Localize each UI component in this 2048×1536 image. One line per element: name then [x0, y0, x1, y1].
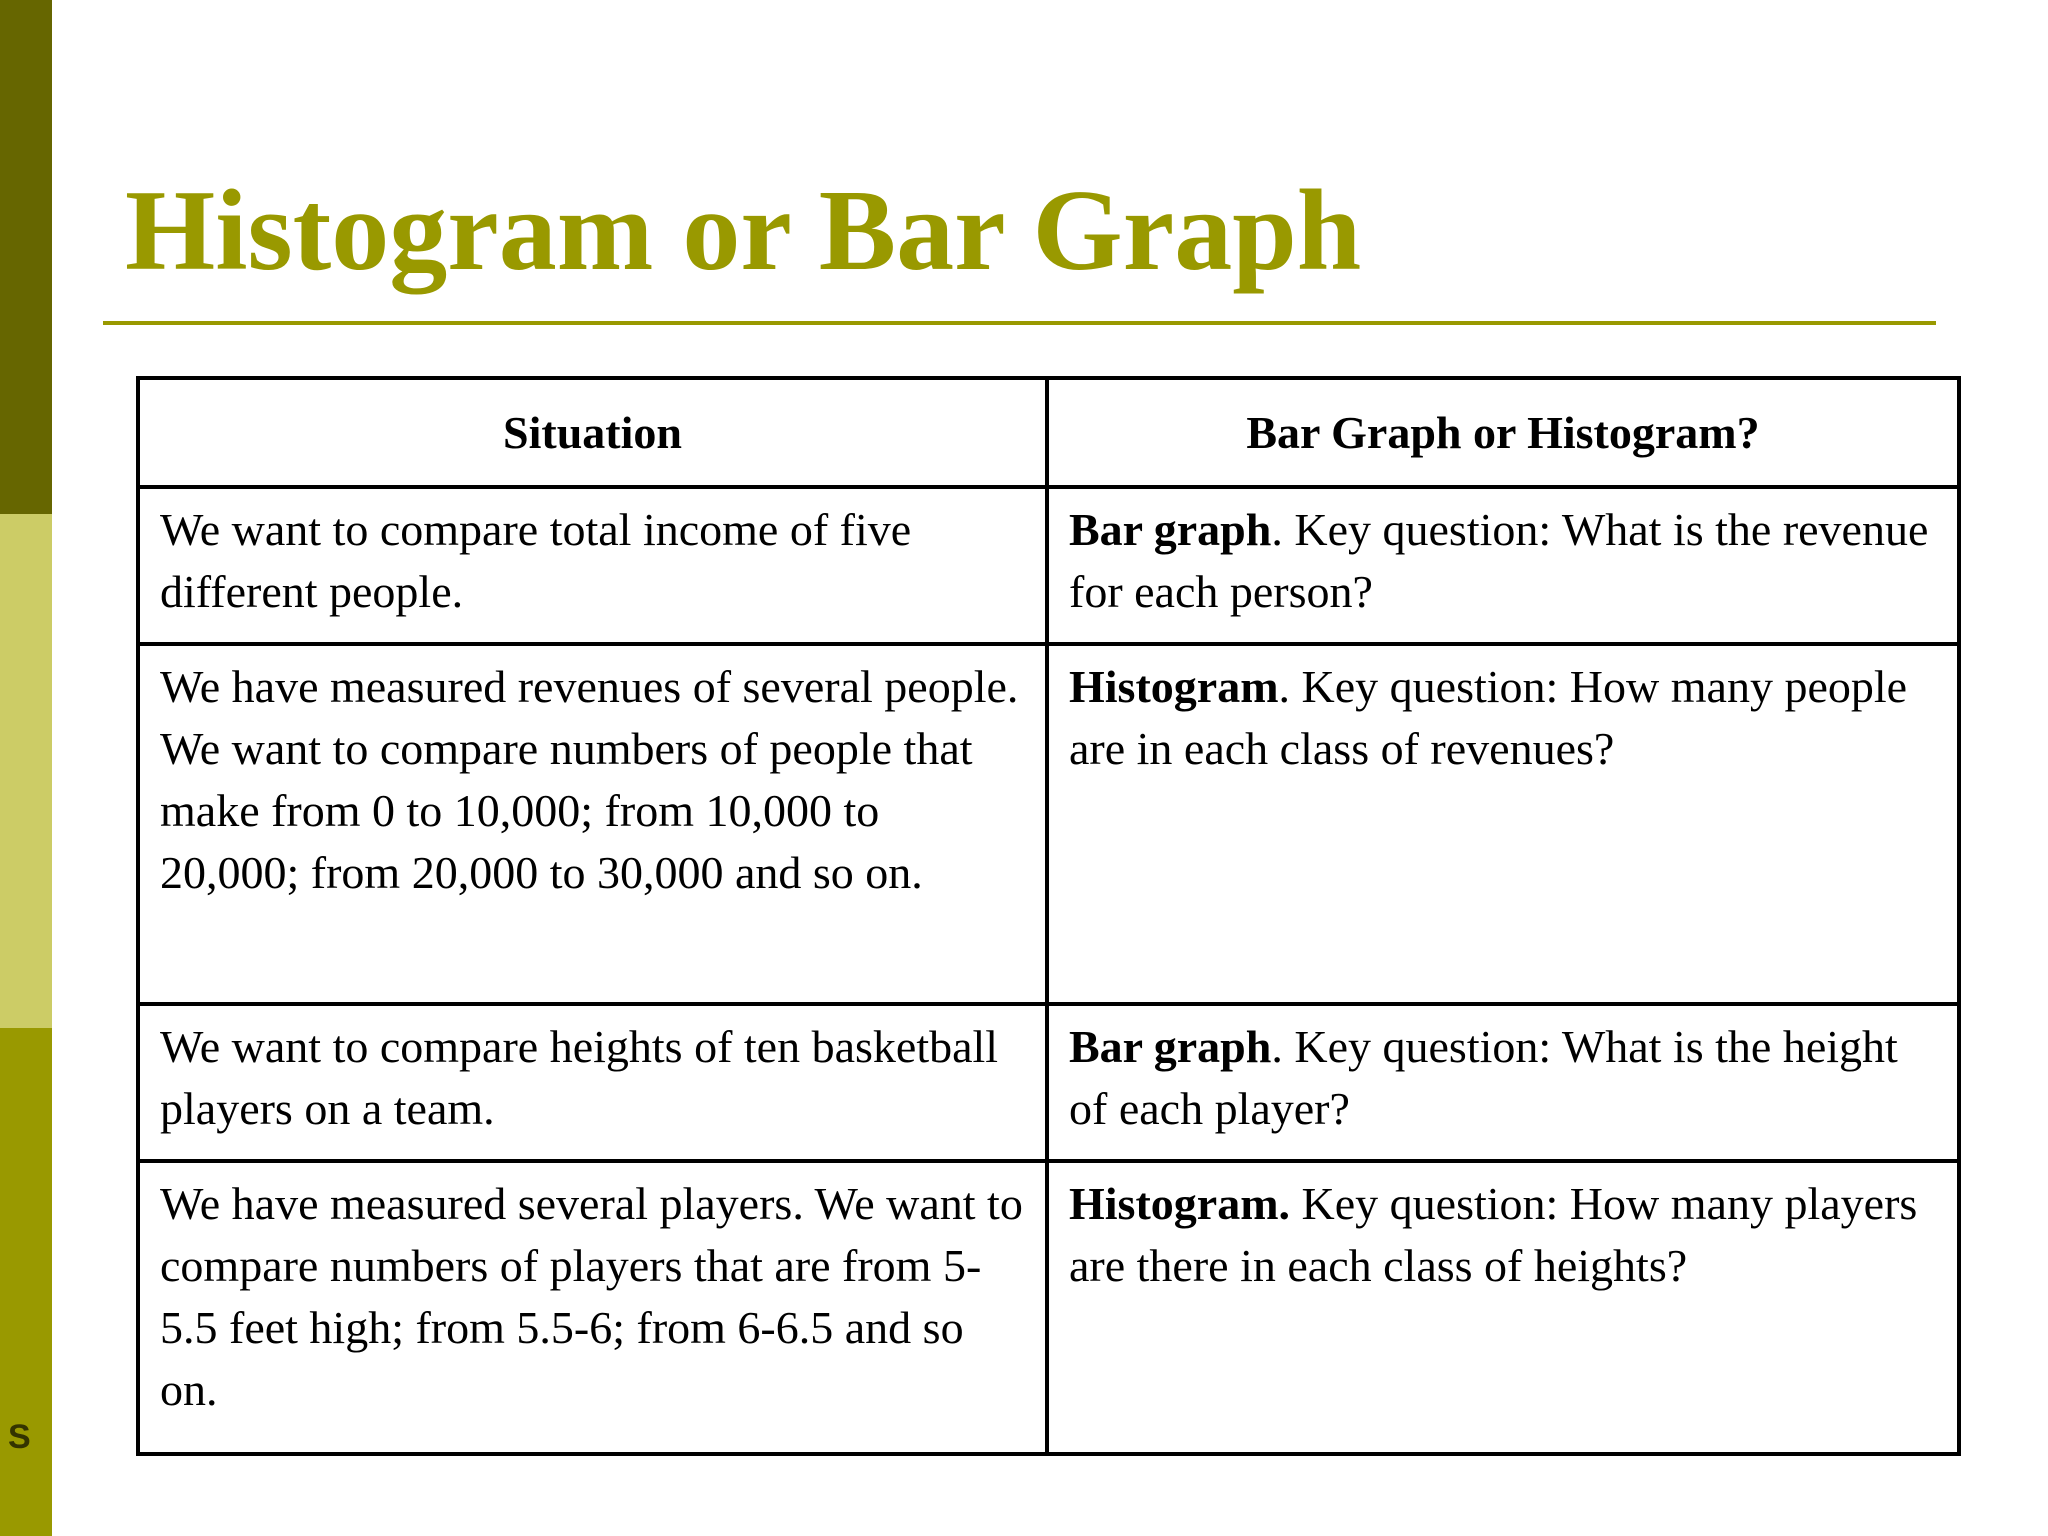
situation-cell: We want to compare total income of five different people. — [138, 487, 1047, 644]
table-row — [138, 487, 1959, 644]
header-answer: Bar Graph or Histogram? — [1047, 378, 1959, 487]
table-row — [138, 1004, 1959, 1161]
title-underline — [103, 321, 1936, 325]
table-row — [138, 1161, 1959, 1454]
table-header-row — [138, 378, 1959, 487]
header-situation: Situation — [138, 378, 1047, 487]
answer-text: Key question: How many players are there in each class of heights? — [1069, 1178, 1918, 1291]
slide-title: Histogram or Bar Graph — [125, 167, 1362, 295]
side-band-bottom — [0, 1028, 52, 1536]
corner-mark: S — [8, 1418, 31, 1456]
situation-cell: We have measured revenues of several people. We want to compare numbers of people that make from 0 to 10,000; from 10,000 to 20,000; from 20,000 to 30,000 and so on. — [138, 644, 1047, 1004]
answer-term: Histogram — [1069, 661, 1279, 712]
answer-cell — [1047, 1161, 1959, 1454]
situation-cell: We want to compare heights of ten basketball players on a team. — [138, 1004, 1047, 1161]
answer-text: . Key question: What is the height of each player? — [1069, 1021, 1898, 1134]
answer-text: . Key question: What is the revenue for each person? — [1069, 504, 1929, 617]
side-band-top — [0, 0, 52, 514]
comparison-table — [136, 376, 1961, 1456]
answer-cell — [1047, 487, 1959, 644]
answer-cell — [1047, 644, 1959, 1004]
situation-cell: We have measured several players. We want to compare numbers of players that are from 5-5.5 feet high; from 5.5-6; from 6-6.5 and so on. — [138, 1161, 1047, 1454]
answer-term: Histogram. — [1069, 1178, 1291, 1229]
answer-text: . Key question: How many people are in each class of revenues? — [1069, 661, 1908, 774]
answer-term: Bar graph — [1069, 1021, 1272, 1072]
answer-cell — [1047, 1004, 1959, 1161]
side-band-middle — [0, 514, 52, 1028]
table-row — [138, 644, 1959, 1004]
answer-term: Bar graph — [1069, 504, 1272, 555]
